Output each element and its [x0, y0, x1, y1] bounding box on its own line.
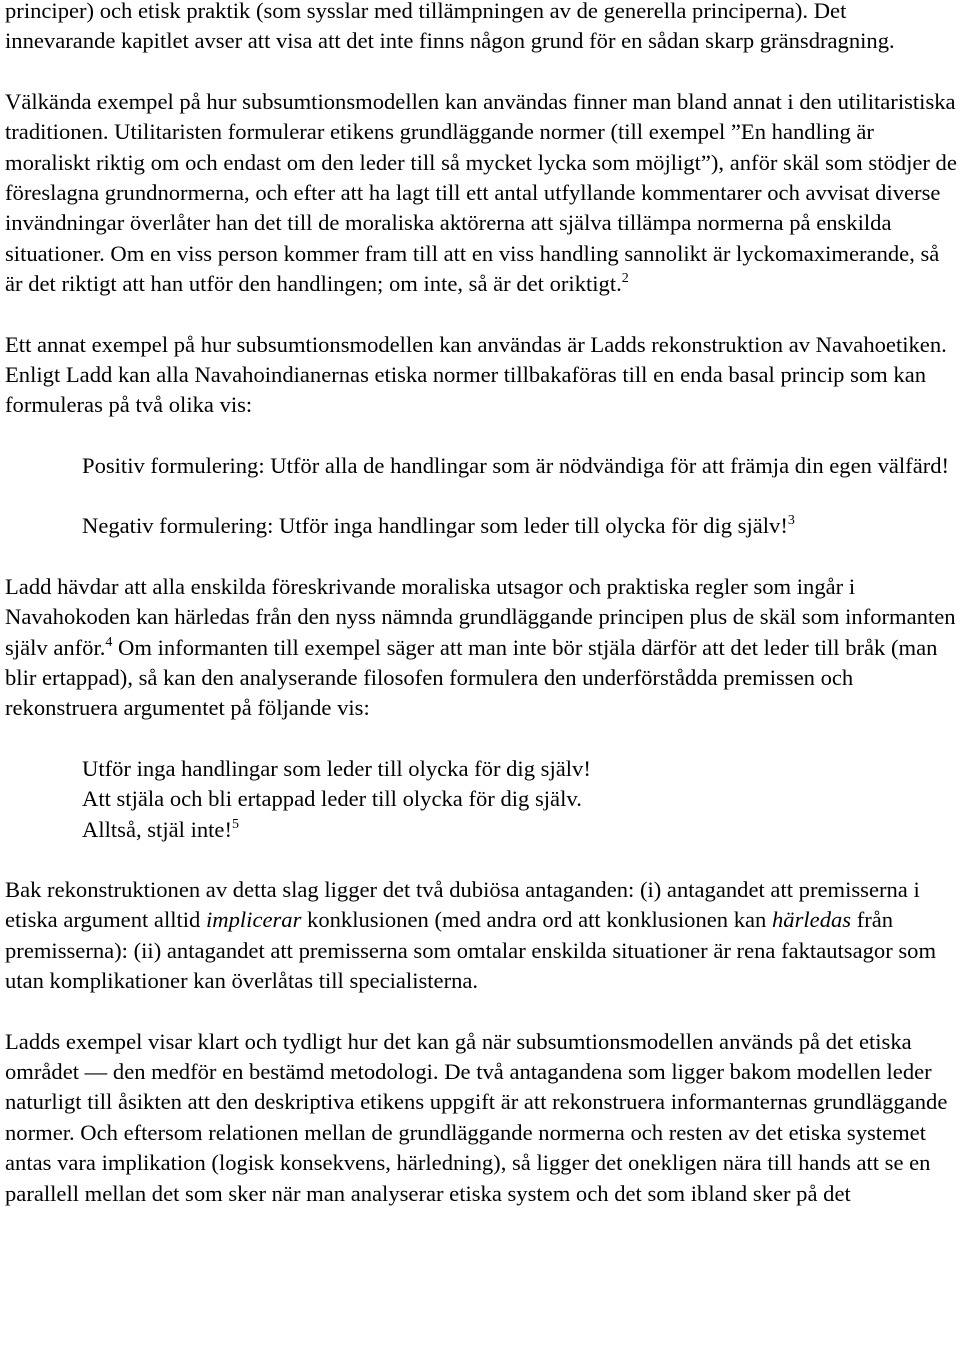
- paragraph-text: Ladds exempel visar klart och tydligt hur det kan gå när subsumtionsmodellen används på det etiska området — den medför en bestämd metodologi. De två antagandena som ligger bakom modellen leder naturligt till åsikten att den deskriptiva etikens uppgift är att rekonstruera informanternas grundläggande normer. Och eftersom relationen mellan de grundläggande normerna och resten av det etiska systemet antas vara implikation (logisk konsekvens, härledning), så ligger det onekligen nära till hands att se en parallell mellan det som sker när man analyserar etiska system och det som ibland sker på det: [5, 1028, 948, 1206]
- quote-text: Negativ formulering: Utför inga handlingar som leder till olycka för dig själv!: [82, 513, 788, 539]
- paragraph-utilitarian-example: [5, 87, 960, 300]
- footnote-marker[interactable]: 2: [621, 271, 629, 287]
- paragraph-ladd-conclusion: [5, 1027, 960, 1209]
- quote-positive-formulation: [5, 451, 960, 481]
- paragraph-text: Välkända exempel på hur subsumtionsmodellen kan användas finner man bland annat i den utilitaristiska traditionen. Utilitaristen formulerar etikens grundläggande normer (till exempel ”En handling är moraliskt riktig om och endast om den leder till så mycket lycka som möjligt”), anför skäl som stödjer de föreslagna grundnormerna, och efter att ha lagt till ett antal utfyllande kommentarer och avvisat diverse invändningar överlåter han det till de moraliska aktörerna att själva tillämpa normerna på enskilda situationer. Om en viss person kommer fram till att en viss handling sannolikt är lyckomaximerande, så är det riktigt att han utför den handlingen; om inte, så är det oriktigt.: [5, 88, 957, 297]
- paragraph-text: Ett annat exempel på hur subsumtionsmodellen kan användas är Ladds rekonstruktion av Navahoetiken. Enligt Ladd kan alla Navahoindianernas etiska normer tillbakaföras till en enda basal princip som kan formuleras på två olika vis:: [5, 331, 947, 418]
- argument-conclusion-line: [82, 815, 960, 845]
- argument-block: [5, 754, 960, 845]
- document-page: [5, 0, 960, 1209]
- quote-negative-formulation: [5, 511, 960, 541]
- paragraph-text: konklusionen (med andra ord att konklusionen kan: [301, 907, 772, 933]
- footnote-marker[interactable]: 5: [231, 816, 239, 832]
- emphasis-harledas: härledas: [772, 907, 852, 933]
- paragraph-ladd-claim: [5, 572, 960, 724]
- paragraph-text: Ladd hävdar att alla enskilda föreskrivande moraliska utsagor och praktiska regler som ingår i Navahokoden kan härledas från den nyss nämnda grundläggande principen plus de skäl som informanten själv anför.: [5, 573, 956, 660]
- argument-premise-2: Att stjäla och bli ertappad leder till olycka för dig själv.: [82, 786, 582, 812]
- paragraph-text: principer) och etisk praktik (som sysslar med tillämpningen av de generella principerna). Det innevarande kapitlet avser att visa att det inte finns någon grund för en sådan skarp gränsdragning.: [5, 0, 895, 54]
- quote-text: Positiv formulering: Utför alla de handlingar som är nödvändiga för att främja din egen välfärd!: [82, 452, 950, 478]
- footnote-marker[interactable]: 3: [787, 513, 795, 529]
- emphasis-implicerar: implicerar: [206, 907, 302, 933]
- paragraph-text: Bak rekonstruktionen av detta slag ligger det två dubiösa antaganden: (i) antagandet att premisserna i etiska argument alltid: [5, 876, 920, 933]
- paragraph-text: Om informanten till exempel säger att man inte bör stjäla därför att det leder till bråk (man blir ertappad), så kan den analyserande filosofen formulera den underförstådda premissen och rekonstruera argumentet på följande vis:: [5, 634, 938, 721]
- paragraph-navaho-example: [5, 330, 960, 421]
- argument-conclusion: Alltså, stjäl inte!: [82, 816, 232, 842]
- paragraph-intro-continuation: [5, 0, 960, 57]
- paragraph-dubious-assumptions: [5, 875, 960, 997]
- argument-premise-1: Utför inga handlingar som leder till olycka för dig själv!: [82, 755, 591, 781]
- paragraph-text: från premisserna): (ii) antagandet att premisserna som omtalar enskilda situationer är rena faktautsagor som utan komplikationer kan överlåtas till specialisterna.: [5, 907, 937, 994]
- footnote-marker[interactable]: 4: [105, 634, 113, 650]
